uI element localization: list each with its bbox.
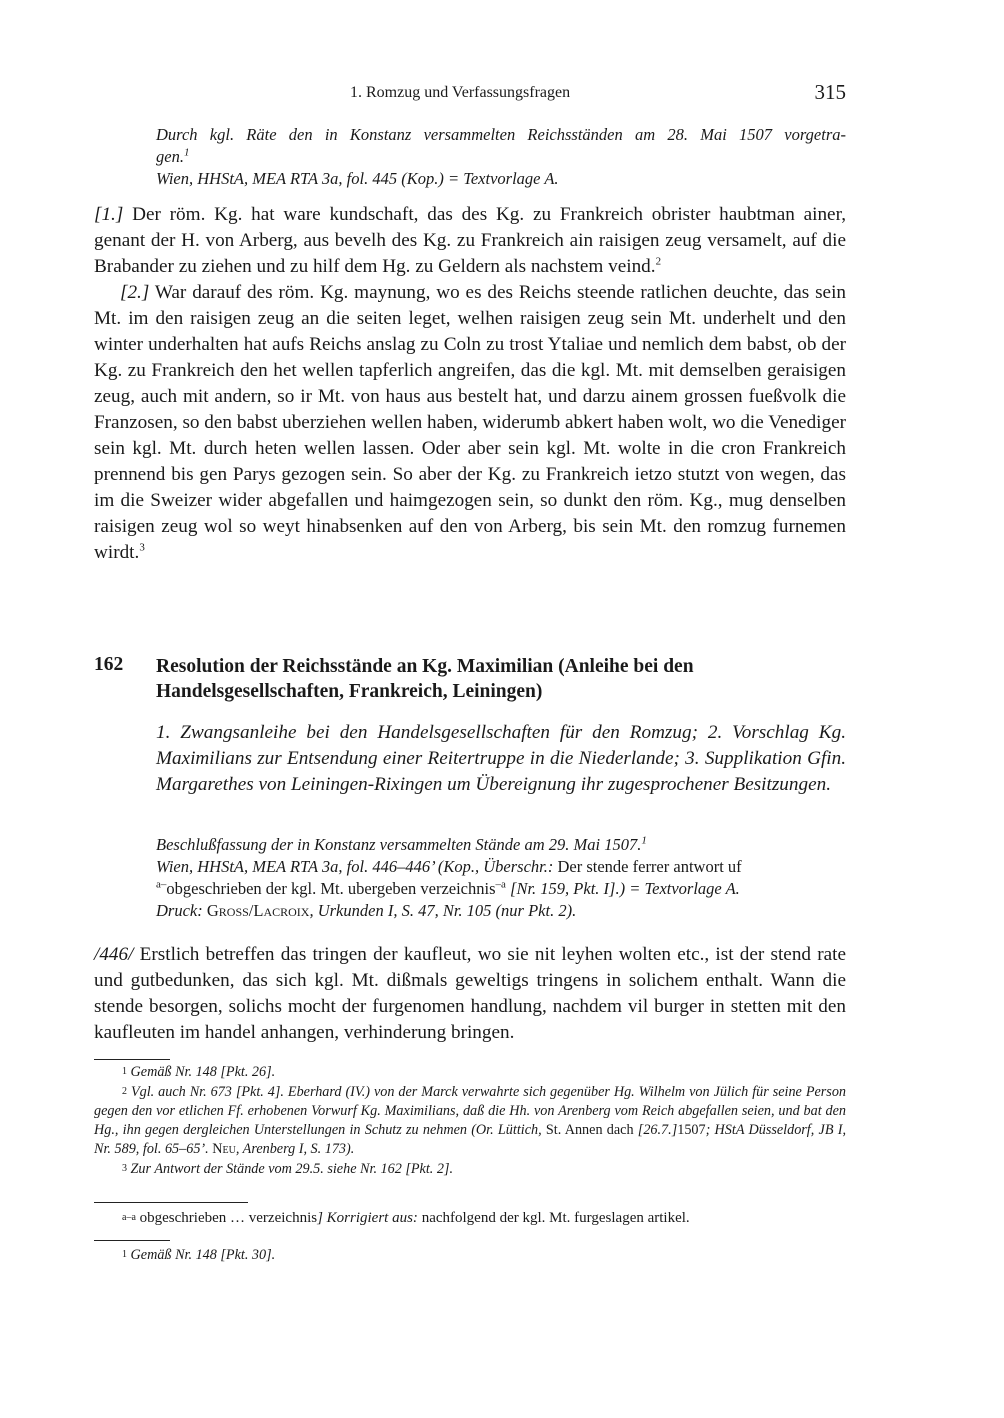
critical-note: a–a obgeschrieben … verzeichnis] Korrigiert aus: nachfolgend der kgl. Mt. furgeslagen artikel.: [122, 1210, 690, 1226]
source-line: Beschlußfassung der in Konstanz versammelten Stände am 29. Mai 1507.: [156, 835, 642, 854]
source-quote: Der stende ferrer antwort uf: [557, 857, 742, 876]
footnote-ref[interactable]: 2: [655, 255, 662, 268]
footnote-ref[interactable]: 1: [183, 146, 190, 159]
footnote-ref[interactable]: 3: [139, 541, 145, 554]
source-line: Wien, HHStA, MEA RTA 3a, fol. 445 (Kop.) = Textvorlage A.: [156, 169, 559, 188]
intro-line: Durch kgl. Räte den in Konstanz versammelten Reichsständen am 28. Mai 1507 vorgetra-: [156, 125, 846, 144]
document-title: Resolution der Reichsstände an Kg. Maximilian (Anleihe bei den Handelsgesellschaften, Frankreich, Leiningen): [156, 656, 694, 702]
footnote-ref[interactable]: 1: [641, 834, 647, 847]
source-line: [Nr. 159, Pkt. I].) = Textvorlage A.: [505, 879, 740, 898]
crit-ref[interactable]: a–: [156, 878, 167, 891]
paragraph-marker: [1.]: [94, 204, 124, 225]
footnote-rule: [94, 1240, 170, 1241]
running-header: 1. Romzug und Verfassungsfragen: [350, 84, 571, 101]
doc-body-text: [94, 202, 846, 566]
source-block: [156, 834, 846, 922]
print-label: Druck:: [156, 901, 207, 920]
source-quote: obgeschrieben der kgl. Mt. ubergeben verzeichnis: [166, 879, 496, 898]
footnote: 3 Zur Antwort der Stände vom 29.5. siehe Nr. 162 [Pkt. 2].: [122, 1161, 454, 1177]
footnote: 2 Vgl. auch Nr. 673 [Pkt. 4]. Eberhard (IV.) von der Marck verwahrte sich gegenüber Hg. Wilhelm von Jülich für seine Person gegen den vor etlichen Ff. erhobenen Vorwurf Kg. Maximilians, daß die Hh. von Arenberg vom Reich abgefallen seien, und bat den Hg., ihn gegen dergleichen Unterstellungen in Schutz zu nehmen (Or. Lüttich, St. Annen dach [26.7.]1507; HStA Düsseldorf, JB I, Nr. 589, fol. 65–65’. Neu, Arenberg I, S. 173).: [94, 1084, 847, 1157]
footnote: 1 Gemäß Nr. 148 [Pkt. 26].: [122, 1064, 276, 1080]
author-name: Gross/Lacroix: [206, 901, 310, 920]
footnote: 1 Gemäß Nr. 148 [Pkt. 30].: [122, 1247, 276, 1263]
intro-line: gen.: [156, 147, 184, 166]
folio-marker: /446/: [94, 944, 134, 965]
crit-ref[interactable]: –a: [495, 878, 506, 891]
doc162-body-text: [94, 942, 846, 1046]
page-number: 315: [814, 80, 846, 104]
paragraph: [2.] War darauf des röm. Kg. maynung, wo es des Reichs steende ratlichen deuchte, das sein Mt. im den raisigen zeug an die seiten leget, welhen raisigen zeug sein Mt. underhelt und den winter underhalten hat aufs Reichs anslag zu Coln zu trost Ytaliae und nemlich dem babst, ob der Kg. zu Frankreich den het wellen tapferlich angreifen, das die kgl. Mt. mit demselben geraisigen zeug, auch mit andern, so ir Mt. von haus aus bestelt hat, und darzu ainem grossen fueßvolk die Franzosen, so den babst uberziehen wellen haben, widerumb abkert haben wolt, wo die Venediger sein kgl. Mt. durch heten wellen lassen. Oder aber sein kgl. Mt. wolte in die cron Frankreich prennend bis gen Parys gezogen sein. So aber der Kg. zu Frankreich ietzo stutzt von wegen, das im die Sweizer wider abgefallen und haimgezogen sein, so dunkt den röm. Kg., mug denselben raisigen zeug wol so weyt hinabsenken auf den von Arberg, bis sein Mt. den romzug furnemen wirdt.$^3$: [94, 282, 846, 563]
apparatus-rule: [94, 1202, 248, 1203]
paragraph: /446/ Erstlich betreffen das tringen der kaufleut, wo sie nit leyhen wolten etc., ist der stend rate und gutbedunken, das sich kgl. Mt. dißmals geweltigs tringens in solichem enthalt. Wann die stende besorgen, solichs mocht der furgenomen handlung, nachdem vil burger in stetten mit den kaufleuten im handel anhangen, verhinderung bringen.: [94, 944, 846, 1043]
paragraph-marker: [2.]: [120, 282, 150, 303]
source-line: , Urkunden I, S. 47, Nr. 105 (nur Pkt. 2).: [309, 901, 577, 920]
paragraph: [1.] Der röm. Kg. hat ware kundschaft, das des Kg. zu Frankreich obrister haubtman ainer, genant der H. von Arberg, aus bevelh des Kg. zu Frankreich ain raisigen zeug versamelt, auf die Brabander zu ziehen und zu hilf dem Hg. zu Geldern als nachstem veind.$^2$: [94, 204, 846, 277]
footnotes-section: [94, 1062, 846, 1179]
document-regest: 1. Zwangsanleihe bei den Handelsgesellschaften für den Romzug; 2. Vorschlag Kg. Maximilians zur Entsendung einer Reitertruppe in die Niederlande; 3. Supplikation Gfin. Margarethes von Leiningen-Rixingen um Übereignung ihr zugesprochener Besitzungen.: [156, 722, 846, 795]
doc-intro: [156, 124, 846, 190]
footnote-rule: [94, 1059, 170, 1060]
source-line: Wien, HHStA, MEA RTA 3a, fol. 446–446’ (Kop., Überschr.:: [156, 857, 558, 876]
document-number: 162: [94, 654, 124, 675]
